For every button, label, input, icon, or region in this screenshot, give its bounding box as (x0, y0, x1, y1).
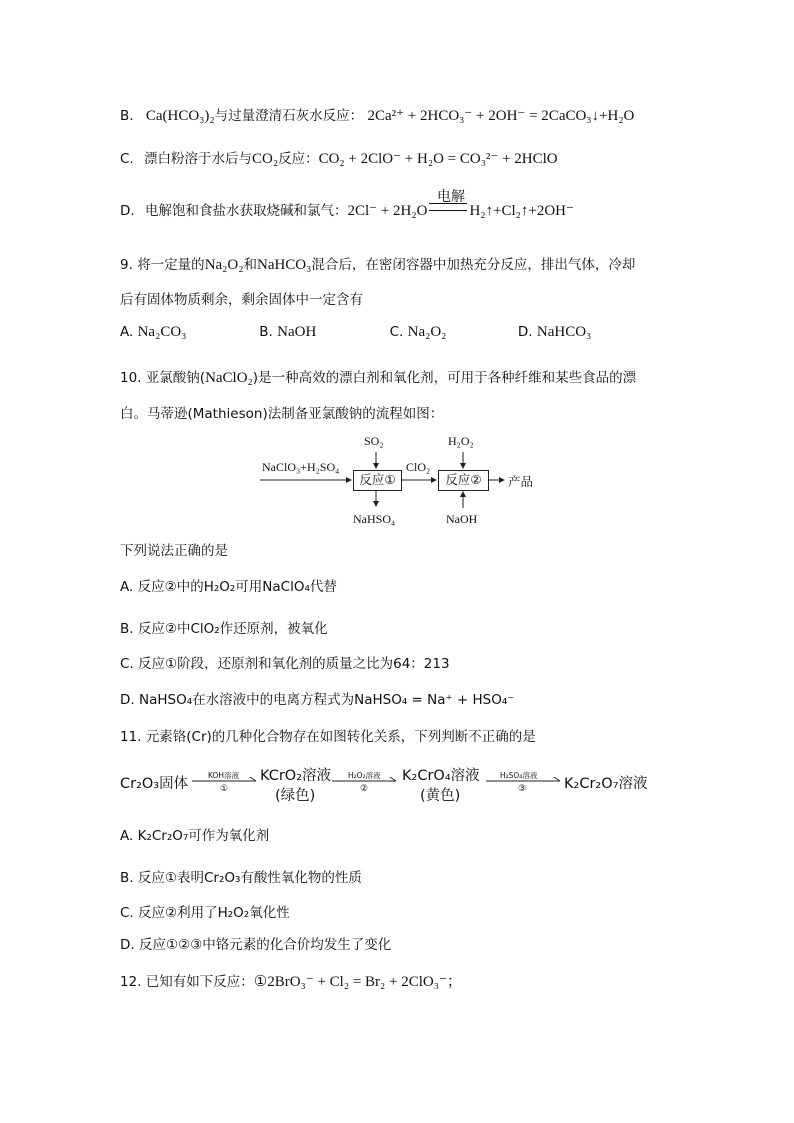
q10-option-b[interactable] (120, 619, 328, 639)
option-label: D. (120, 203, 135, 219)
clo2-label: ClO₂ (406, 460, 431, 474)
k2cro4-color: (黄色) (420, 788, 461, 804)
stem-text: )是一种高效的漂白剂和氧化剂，可用于各种纤维和某些食品的漂 (252, 370, 637, 386)
q9-stem-line2: 后有固体物质剩余，剩余固体中一定含有 (120, 292, 363, 308)
q9-option-b[interactable] (259, 322, 385, 342)
q10-flow-diagram (258, 430, 548, 530)
question-number: 10. (120, 370, 142, 386)
option-label: A. (120, 579, 134, 595)
option-text: 漂白粉溶于水后与 (144, 151, 253, 167)
question-number: 12. (120, 974, 142, 990)
reactor-1: 反应① (353, 470, 402, 491)
option-label: C. (120, 905, 134, 921)
option-label: A. (120, 828, 134, 844)
q10-option-c[interactable] (120, 654, 450, 674)
option-text: K₂Cr₂O₇可作为氧化剂 (137, 828, 270, 844)
stem-text: 和 (243, 257, 257, 273)
step-1: ① (220, 784, 229, 794)
k2cro4-solution: K₂CrO₄溶液 (402, 768, 480, 784)
option-label: A. (120, 324, 134, 340)
option-text: Na₂O₂ (407, 324, 447, 340)
formula: Na₂O₂ (204, 257, 244, 273)
q9-option-a[interactable] (120, 322, 255, 342)
stem-text: 混合后，在密闭容器中加热充分反应，排出气体，冷却 (311, 257, 636, 273)
electrolysis-condition: 电解 (437, 189, 465, 205)
option-label: C. (389, 324, 404, 340)
product-label: 产品 (508, 474, 534, 489)
option-label: D. (517, 324, 533, 340)
q10-option-d[interactable] (120, 690, 514, 710)
formula: NaClO₂ (205, 370, 253, 386)
h2o2-label: H₂O₂ (448, 434, 474, 448)
reagent-3: H₂SO₄溶液 (500, 771, 538, 780)
stem-text: 亚氯酸钠( (145, 370, 206, 386)
q11-conversion-chain (120, 762, 680, 812)
option-text: Na₂CO₃ (137, 324, 187, 340)
option-label: D. (120, 937, 135, 953)
option-label: B. (259, 324, 273, 340)
option-text: 反应①表明Cr₂O₃有酸性氧化物的性质 (137, 870, 362, 886)
question-number: 9. (120, 257, 133, 273)
stem-text: 已知有如下反应： (145, 974, 254, 990)
option-text: 与过量澄清石灰水反应： (214, 108, 364, 124)
equation: CO₂ + 2ClO⁻ + H₂O = CO₃²⁻ + 2HClO (318, 151, 558, 167)
q9-option-c[interactable] (390, 322, 514, 342)
reagent-2: H₂O₂溶液 (348, 771, 381, 780)
naoh-label: NaOH (446, 512, 478, 526)
option-text-2: 反应： (278, 151, 319, 167)
option-text: 反应①阶段，还原剂和氧化剂的质量之比为64：213 (138, 656, 450, 672)
equation: 2Ca²⁺ + 2HCO₃⁻ + 2OH⁻ = 2CaCO₃↓+H₂O (367, 108, 635, 124)
cr2o3-solid: Cr₂O₃固体 (120, 776, 189, 792)
option-label: D. (120, 692, 135, 708)
reagent-1: KOH溶液 (208, 771, 240, 780)
so2-label: SO₂ (364, 434, 384, 448)
option-text: 反应②中ClO₂作还原剂，被氧化 (137, 621, 328, 637)
reactor-2: 反应② (438, 470, 489, 491)
question-number: 11. (120, 729, 142, 745)
feed-label: NaClO₃+H₂SO₄ (262, 460, 340, 474)
option-label: C. (120, 151, 134, 167)
option-label: B. (120, 108, 134, 124)
q9-option-d[interactable] (518, 322, 591, 342)
option-text: 反应②中的H₂O₂可用NaClO₄代替 (137, 579, 337, 595)
formula: CO₂ (252, 151, 279, 167)
q9-stem-line1 (120, 255, 635, 275)
nahso4-label: NaHSO₄ (353, 512, 396, 526)
option-text: 反应①②③中铬元素的化合价均发生了变化 (138, 937, 392, 953)
option-label: C. (120, 656, 134, 672)
k2cr2o7-solution: K₂Cr₂O₇溶液 (564, 776, 648, 792)
q11-option-b[interactable] (120, 868, 362, 888)
q8-option-b (120, 106, 634, 126)
formula: Ca(HCO₃)₂ (145, 108, 215, 124)
option-text: 电解饱和食盐水获取烧碱和氯气： (144, 203, 348, 219)
flow-arrows (258, 430, 548, 530)
equation: ①2BrO₃⁻ + Cl₂ = Br₂ + 2ClO₃⁻； (253, 974, 462, 990)
option-label: B. (120, 621, 134, 637)
q11-option-a[interactable] (120, 826, 269, 846)
kcro2-color: (绿色) (275, 788, 316, 804)
equation-right: H₂↑+Cl₂↑+2OH⁻ (469, 203, 574, 219)
q11-option-d[interactable] (120, 935, 391, 955)
stem-text: 元素铬(Cr)的几种化合物存在如图转化关系，下列判断不正确的是 (145, 729, 536, 745)
equation-left: 2Cl⁻ + 2H₂O (347, 203, 428, 219)
q11-option-c[interactable] (120, 903, 290, 923)
q11-stem (120, 727, 536, 747)
step-2: ② (360, 784, 369, 794)
q10-option-a[interactable] (120, 577, 337, 597)
q10-stem-line1 (120, 368, 636, 388)
option-text: NaHSO₄在水溶液中的电离方程式为NaHSO₄ = Na⁺ + HSO₄⁻ (138, 692, 515, 708)
q9-options (120, 322, 591, 342)
q8-option-c (120, 149, 558, 169)
step-3: ③ (518, 784, 527, 794)
stem-text: 将一定量的 (137, 257, 205, 273)
q8-option-d (120, 201, 574, 221)
option-text: NaHCO₃ (536, 324, 592, 340)
kcro2-solution: KCrO₂溶液 (260, 768, 332, 784)
q10-stem-line2: 白。马蒂逊(Mathieson)法制备亚氯酸钠的流程如图： (120, 406, 444, 422)
q12-stem (120, 972, 462, 992)
option-text: 反应②利用了H₂O₂氧化性 (138, 905, 290, 921)
q10-stem-line3: 下列说法正确的是 (120, 543, 228, 559)
option-label: B. (120, 870, 134, 886)
formula: NaHCO₃ (256, 257, 312, 273)
option-text: NaOH (277, 324, 317, 340)
